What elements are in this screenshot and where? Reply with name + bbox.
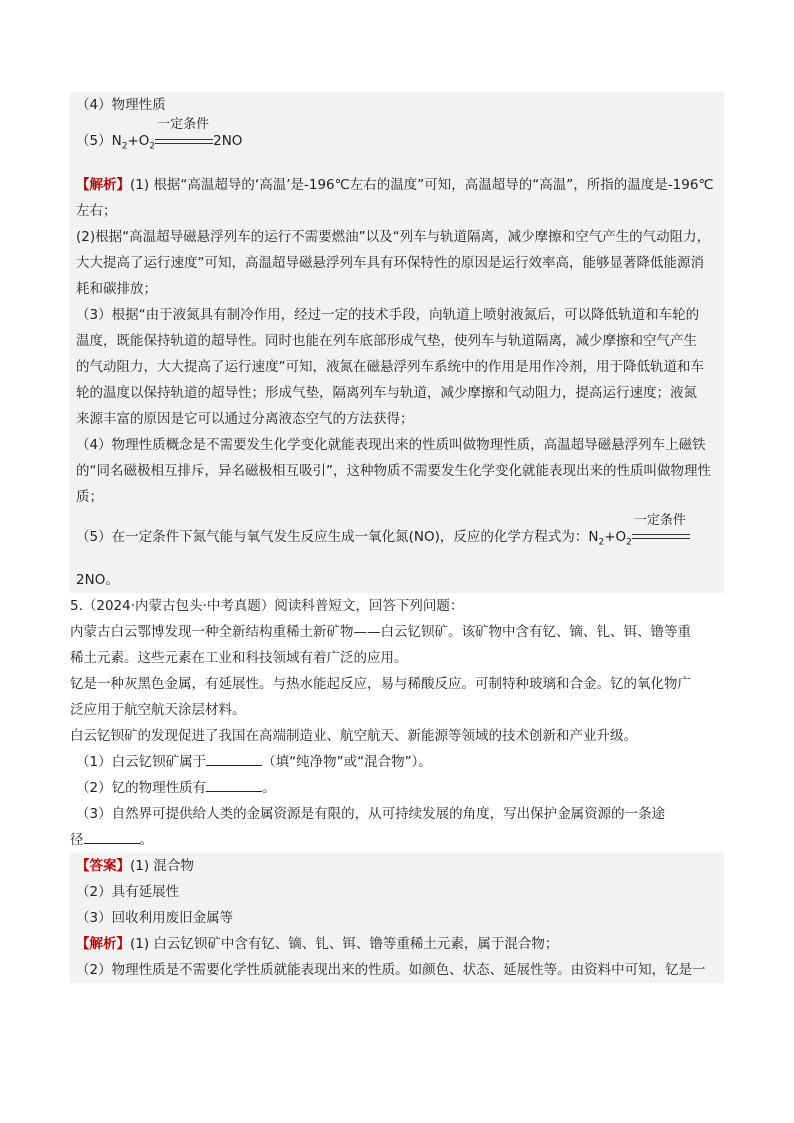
- question-5-2: （2）钇的物理性质有 。: [70, 775, 724, 801]
- question-5-stem: 5.（2024·内蒙古包头·中考真题）阅读科普短文，回答下列问题：: [70, 598, 464, 615]
- analysis-p3-cont3: 轮的温度以保持轨道的超导性；形成气垫，隔离列车与轨道，减少摩擦和气动阻力，提高运行速度；液氮: [76, 384, 697, 401]
- analysis-p3: （3）根据“由于液氮具有制冷作用，经过一定的技术手段，向轨道上喷射液氮后，可以降低轨道和车轮的: [76, 306, 700, 323]
- question-5-3-cont: 径 。: [70, 827, 724, 853]
- reading-s1: 内蒙古白云鄂博发现一种全新结构重稀土新矿物——白云钇钡矿。该矿物中含有钇、镝、钆、铒、镥等重: [70, 624, 691, 641]
- reading-s2: 稀土元素。这些元素在工业和科技领域有着广泛的应用。: [70, 650, 408, 667]
- analysis-p1-cont: 左右；: [76, 202, 117, 219]
- answer-block-4: [70, 92, 724, 593]
- analysis-p2-end: 耗和碳排放；: [76, 280, 157, 297]
- document-page: [70, 92, 724, 983]
- analysis-p4-cont: 的“同名磁极相互排斥，异名磁极相互吸引”，这种物质不需要发生化学变化就能表现出来的性质叫做物理性: [76, 462, 711, 479]
- analysis-5-2: （2）物理性质是不需要化学性质就能表现出来的性质。如颜色、状态、延展性等。由资料中可知，钇是一: [76, 962, 706, 979]
- analysis-5-1: 【解析】(1) 白云钇钡矿中含有钇、镝、钆、铒、镥等重稀土元素，属于混合物；: [76, 936, 559, 953]
- answer-5-1: 【答案】(1) 混合物: [76, 858, 194, 875]
- analysis-p1: 【解析】(1) 根据“高温超导的‘高温’是-196℃左右的温度”可知，高温超导的“高温”，所指的温度是-196℃: [76, 176, 714, 193]
- analysis-p5-end: 2NO。: [76, 572, 119, 589]
- question-5-1: （1）白云钇钡矿属于 （填“纯净物”或“混合物”）。: [70, 749, 724, 775]
- question-5-3: （3）自然界可提供给人类的金属资源是有限的，从可持续发展的角度，写出保护金属资源的一条途: [76, 806, 666, 823]
- answer-blank[interactable]: [206, 751, 262, 766]
- analysis-p5: （5）在一定条件下氮气能与氧气发生反应生成一氧化氮(NO)，反应的化学方程式为：$N_2+O_2$ 一定条件: [70, 510, 724, 556]
- answer-blank[interactable]: [84, 829, 140, 844]
- answer-5-2: （2）具有延展性: [76, 884, 180, 901]
- analysis-p2-cont: 大大提高了运行速度”可知，高温超导磁悬浮列车具有环保特性的原因是运行效率高，能够显著降低能源消: [76, 254, 704, 271]
- analysis-p3-cont1: 温度，既能保持轨道的超导性。同时也能在列车底部形成气垫，使列车与轨道隔离，减少摩擦和空气产生: [76, 332, 697, 349]
- answer-5-equation: $(5)N_2+O_2$ 一定条件 2NO: [70, 118, 724, 160]
- answer-blank[interactable]: [206, 777, 262, 792]
- answer-block-5: [70, 853, 724, 983]
- reading-s4: 泛应用于航空航天涂层材料。: [70, 702, 246, 719]
- answer-5-3: （3）回收利用废旧金属等: [76, 910, 234, 927]
- answer-4: （4）物理性质: [76, 97, 166, 113]
- reading-s3: 钇是一种灰黑色金属，有延展性。与热水能起反应，易与稀酸反应。可制特种玻璃和合金。钇的氧化物广: [70, 676, 691, 693]
- reaction-arrow: 一定条件: [155, 128, 213, 154]
- reaction-arrow-2: 一定条件: [632, 524, 690, 550]
- reading-s5: 白云钇钡矿的发现促进了我国在高端制造业、航空航天、新能源等领域的技术创新和产业升级。: [70, 728, 637, 745]
- analysis-p4-end: 质；: [76, 488, 103, 505]
- analysis-p3-end: 来源丰富的原因是它可以通过分离液态空气的方法获得；: [76, 410, 414, 427]
- analysis-p4: （4）物理性质概念是不需要发生化学变化就能表现出来的性质叫做物理性质，高温超导磁悬浮列车上磁铁: [76, 436, 706, 453]
- analysis-p3-cont2: 的气动阻力，大大提高了运行速度”可知，液氮在磁悬浮列车系统中的作用是用作冷剂，用于降低轨道和车: [76, 358, 704, 375]
- analysis-p2: (2)根据“高温超导磁悬浮列车的运行不需要燃油”以及“列车与轨道隔离，减少摩擦和空气产生的气动阻力，: [76, 228, 711, 245]
- question-5: [70, 593, 724, 853]
